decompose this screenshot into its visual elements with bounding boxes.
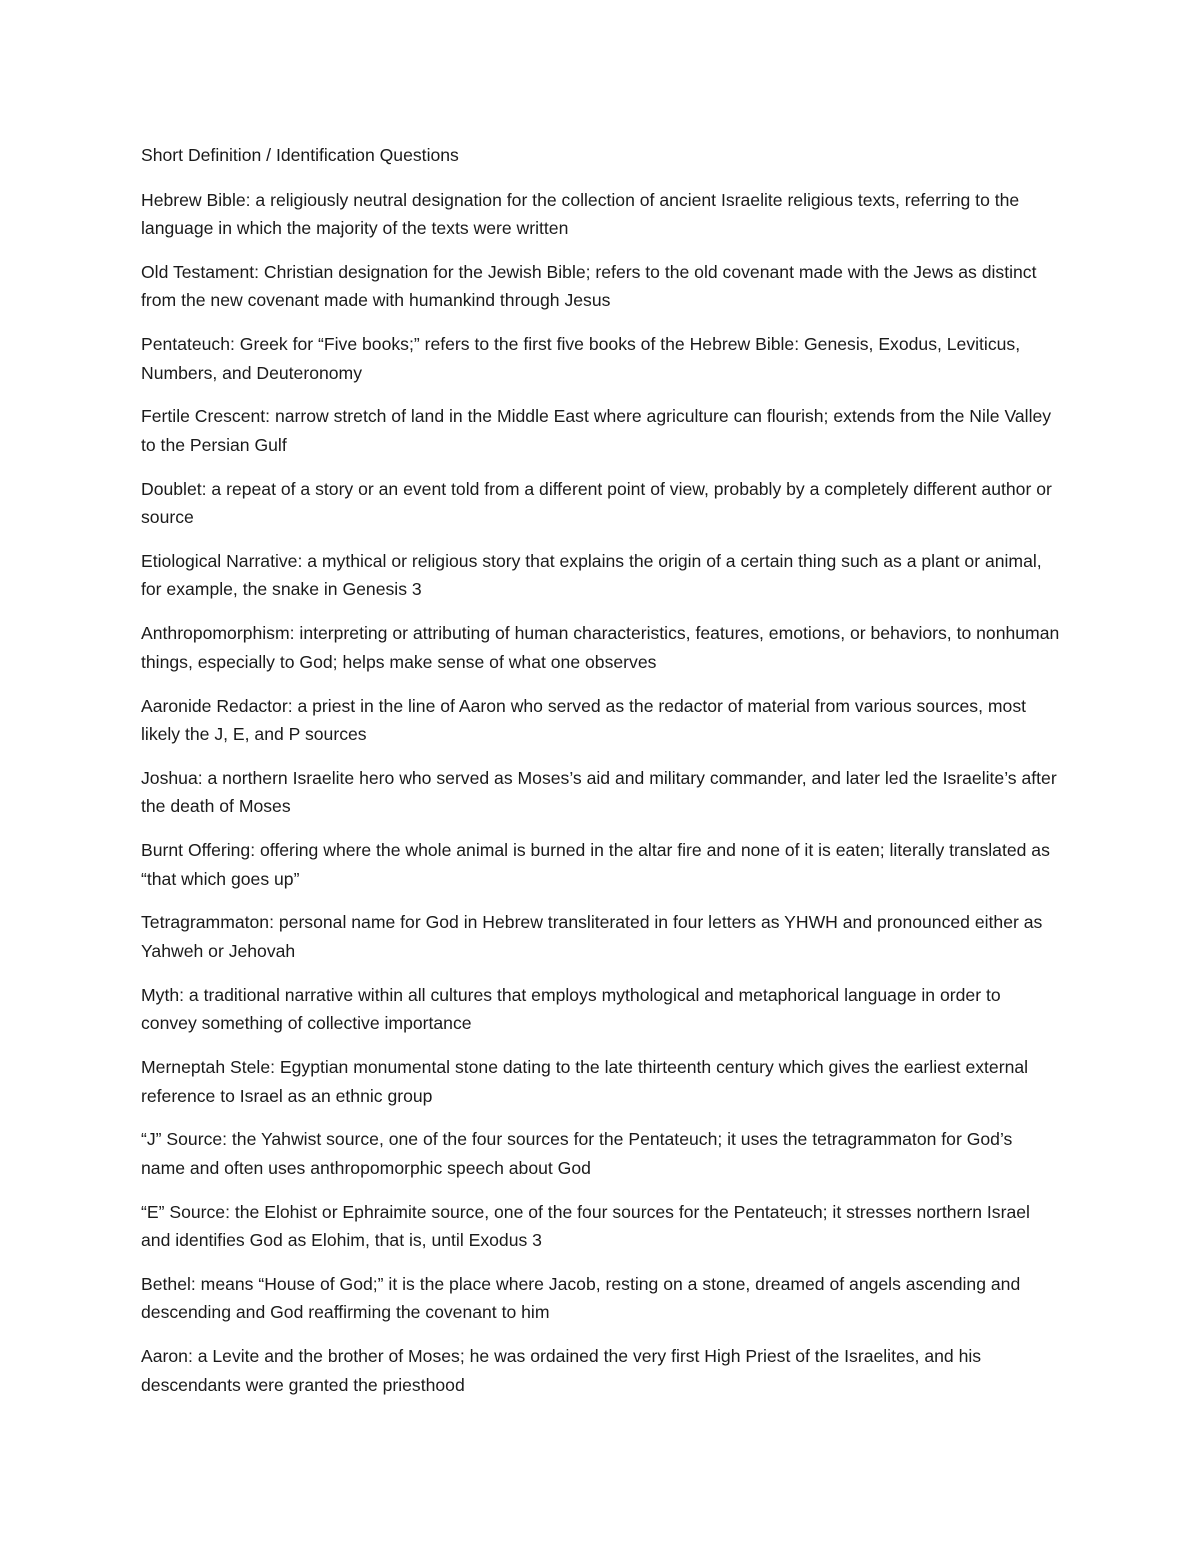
definition-entry-aaronide-redactor: Aaronide Redactor: a priest in the line of Aaron who served as the redactor of material from various sources, most likely the J, E, and P sources xyxy=(141,695,1027,745)
definition-entry-hebrew-bible: Hebrew Bible: a religiously neutral designation for the collection of ancient Israelite religious texts, referring to the language in which the majority of the texts were written xyxy=(141,189,1020,238)
definition-entry-burnt-offering: Burnt Offering: offering where the whole animal is burned in the altar fire and none of it is eaten; literally translated as “that which goes up” xyxy=(141,840,1050,889)
definition-entry-joshua: Joshua: a northern Israelite hero who served as Moses’s aid and military commander, and later led the Israelite’s after the death of Moses xyxy=(141,767,1057,817)
definition-entry-bethel: Bethel: means “House of God;” it is the place where Jacob, resting on a stone, dreamed of angels ascending and descending and God reaffirming the covenant to him xyxy=(141,1273,1021,1323)
definition-entry-tetragrammaton: Tetragrammaton: personal name for God in Hebrew transliterated in four letters as YHWH and pronounced either as Yahweh or Jehovah xyxy=(141,912,1043,961)
definition-entry-etiological-narrative: Etiological Narrative: a mythical or religious story that explains the origin of a certain thing such as a plant or animal, for example, the snake in Genesis 3 xyxy=(141,550,1042,600)
definition-entry-pentateuch: Pentateuch: Greek for “Five books;” refers to the first five books of the Hebrew Bible: Genesis, Exodus, Leviticus, Numbers, and Deuteronomy xyxy=(141,334,1021,383)
definition-entry-myth: Myth: a traditional narrative within all cultures that employs mythological and metaphorical language in order to convey something of collective importance xyxy=(141,984,1001,1034)
definition-entry-merneptah-stele: Merneptah Stele: Egyptian monumental stone dating to the late thirteenth century which gives the earliest external reference to Israel as an ethnic group xyxy=(141,1057,1029,1106)
definition-entry-doublet: Doublet: a repeat of a story or an event told from a different point of view, probably by a completely different author or source xyxy=(141,478,1052,528)
page-title: Short Definition / Identification Questions xyxy=(141,145,459,165)
definition-entry-anthropomorphism: Anthropomorphism: interpreting or attributing of human characteristics, features, emotions, or behaviors, to nonhuman things, especially to God; helps make sense of what one observes xyxy=(141,623,1060,672)
definition-entry-aaron: Aaron: a Levite and the brother of Moses; he was ordained the very first High Priest of the Israelites, and his descendants were granted the priesthood xyxy=(141,1346,982,1395)
definition-entry-fertile-crescent: Fertile Crescent: narrow stretch of land in the Middle East where agriculture can flourish; extends from the Nile Valley to the Persian Gulf xyxy=(141,406,1052,455)
definition-entry-old-testament: Old Testament: Christian designation for the Jewish Bible; refers to the old covenant made with the Jews as distinct from the new covenant made with humankind through Jesus xyxy=(141,261,1037,311)
definition-entry-j-source: “J” Source: the Yahwist source, one of the four sources for the Pentateuch; it uses the tetragrammaton for God’s name and often uses anthropomorphic speech about God xyxy=(141,1129,1013,1178)
definition-entry-e-source: “E” Source: the Elohist or Ephraimite source, one of the four sources for the Pentateuch; it stresses northern Israel and identifies God as Elohim, that is, until Exodus 3 xyxy=(141,1201,1030,1251)
document-body xyxy=(141,141,1061,1415)
